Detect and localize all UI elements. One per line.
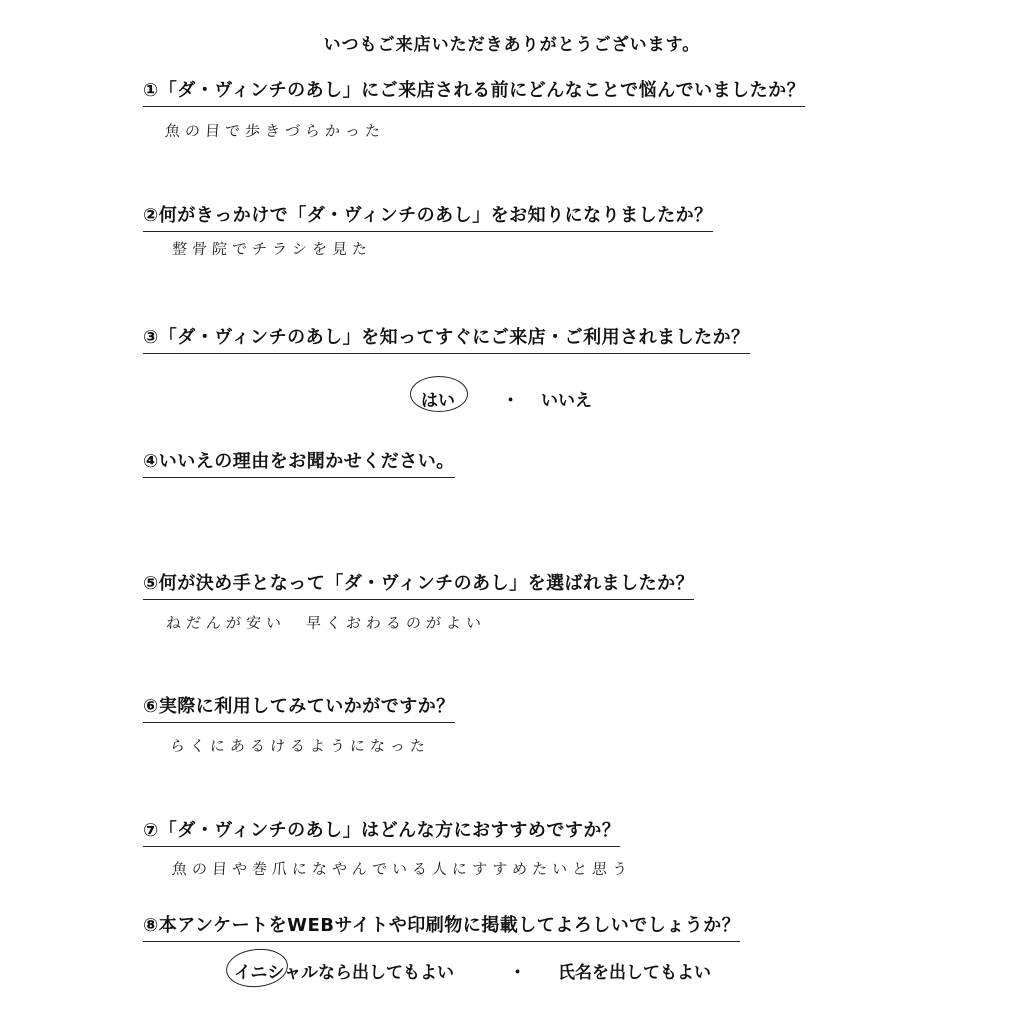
answer-1: 魚の目で歩きづらかった bbox=[164, 122, 386, 140]
question-2-label: ②何がきっかけで「ダ・ヴィンチのあし」をお知りになりましたか？ bbox=[143, 201, 713, 232]
question-1-label: ①「ダ・ヴィンチのあし」にご来店される前にどんなことで悩んでいましたか？ bbox=[143, 76, 805, 107]
option-full-name-ok: 氏名を出してもよい bbox=[558, 963, 711, 983]
option-separator: ・ bbox=[502, 391, 519, 411]
question-4-label: ④いいえの理由をお聞かせください。 bbox=[143, 447, 455, 478]
option-yes: はい bbox=[421, 391, 455, 411]
page-title: いつもご来店いただきありがとうございます。 bbox=[323, 35, 701, 55]
option-initials-ok: イニシャルなら出してもよい bbox=[234, 963, 454, 983]
question-5-label: ⑤何が決め手となって「ダ・ヴィンチのあし」を選ばれましたか？ bbox=[143, 569, 694, 600]
question-3-label: ③「ダ・ヴィンチのあし」を知ってすぐにご来店・ご利用されましたか？ bbox=[143, 323, 750, 354]
question-6-label: ⑥実際に利用してみていかがですか？ bbox=[143, 692, 455, 723]
answer-2: 整骨院でチラシを見た bbox=[171, 240, 373, 258]
option-no: いいえ bbox=[541, 391, 592, 411]
answer-7: 魚の目や巻爪になやんでいる人にすすめたいと思う bbox=[171, 860, 633, 878]
answer-6: らくにあるけるようになった bbox=[169, 737, 431, 755]
option-separator: ・ bbox=[509, 963, 526, 983]
answer-5: ねだんが安い 早くおわるのがよい bbox=[165, 614, 487, 632]
question-7-label: ⑦「ダ・ヴィンチのあし」はどんな方におすすめですか？ bbox=[143, 816, 620, 847]
question-8-label: ⑧本アンケートをWEBサイトや印刷物に掲載してよろしいでしょうか？ bbox=[143, 911, 740, 942]
